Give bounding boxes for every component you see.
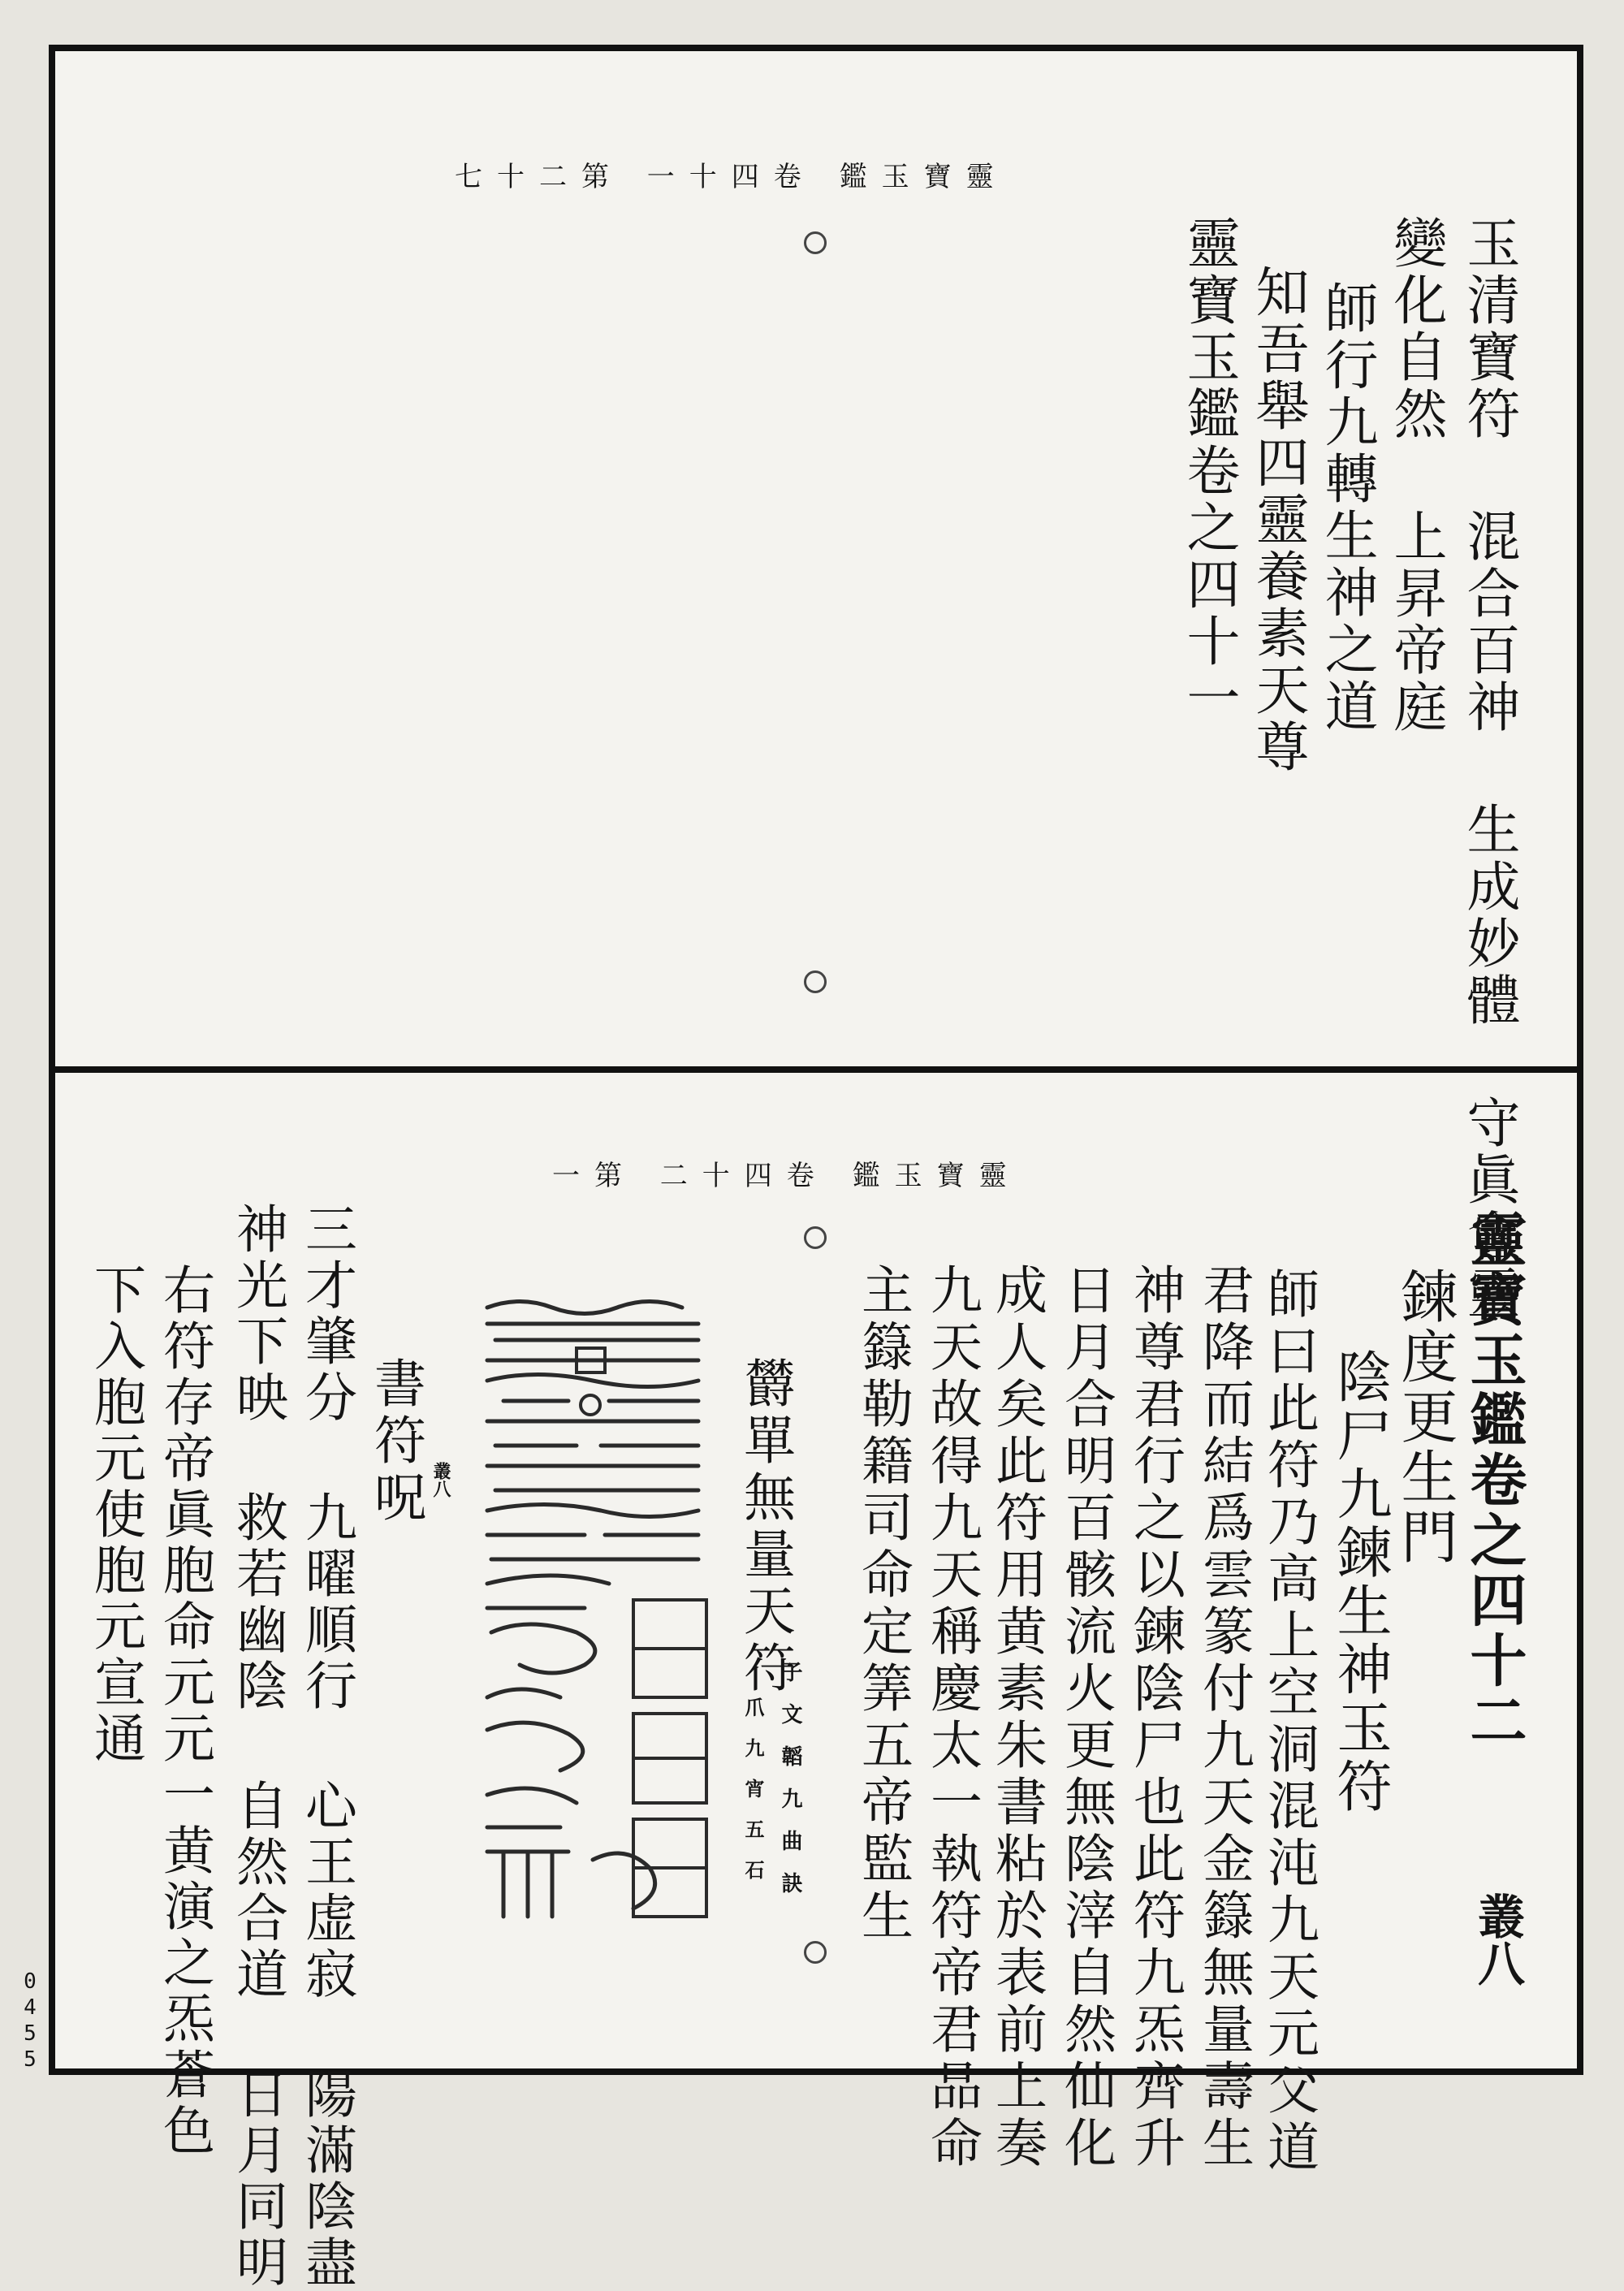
- incantation-column-3: 右符存帝眞胞命元元一黄演之炁蒼色: [154, 1263, 214, 2159]
- binding-hole: [804, 1226, 827, 1249]
- body-column-7: 主籙勒籍司命定筭五帝監生: [853, 1263, 913, 1945]
- talisman-caption: 欝單無量天符: [735, 1356, 795, 1697]
- top-column-1: 玉清寶符 混合百神 生成妙體 守眞會靈: [1458, 215, 1520, 1322]
- top-running-header: 靈寶玉鑑 卷四十一 第二十七: [455, 161, 1009, 193]
- binding-hole: [804, 970, 827, 993]
- talisman-small-mark: 叢八: [430, 1462, 451, 1498]
- top-column-2: 變化自然 上昇帝庭: [1384, 215, 1447, 736]
- incantation-column-4: 下入胞元使胞元宣通: [85, 1263, 145, 1767]
- incantation-column-1: 三才肇分 九曜順行 心王虚寂 陽滿陰盡: [296, 1202, 356, 2291]
- bottom-running-header: 靈寶玉鑑 卷四十二 第一: [552, 1160, 1021, 1192]
- panel-divider: [49, 1066, 1583, 1073]
- incantation-column-2: 神光下映 救若幽陰 自然合道 日月同明: [227, 1202, 287, 2291]
- top-column-5: 靈寶玉鑑卷之四十一: [1177, 215, 1240, 727]
- section-marker: 叢八: [1470, 1892, 1525, 1986]
- binding-hole: [804, 231, 827, 254]
- top-column-4: 知吾舉四靈養素天尊: [1246, 264, 1309, 776]
- body-column-2: 君降而結爲雲篆付九天金籙無量壽生: [1194, 1263, 1254, 2172]
- body-column-6: 九天故得九天稱慶太一執符帝君品命: [922, 1263, 982, 2172]
- top-column-3: 師行九轉生神之道: [1315, 280, 1378, 735]
- incantation-title: 書符呪: [365, 1356, 425, 1527]
- page-number: 0455: [18, 1969, 42, 2073]
- talisman-heading: 陰尸九鍊生神玉符: [1328, 1348, 1392, 1816]
- gate-heading: 鍊度更生門: [1392, 1267, 1458, 1567]
- body-column-4: 日月合明百骸流火更無陰滓自然仙化: [1056, 1263, 1116, 2172]
- talisman-note-1: 子文韜九曲訣: [778, 1661, 802, 1914]
- body-column-1: 師曰此符乃高上空洞混沌九天元父道: [1259, 1267, 1319, 2176]
- body-column-5: 成人矣此符用黄素朱書粘於表前上奏: [987, 1263, 1047, 2172]
- talisman-note-2: 爪九宵五石: [741, 1697, 765, 1900]
- body-column-3: 神尊君行之以鍊陰尸也此符九炁齊升: [1125, 1263, 1185, 2172]
- binding-hole: [804, 1941, 827, 1964]
- chapter-title: 靈寶玉鑑卷之四十二: [1461, 1210, 1528, 1751]
- talisman-seal-script: [471, 1291, 723, 1933]
